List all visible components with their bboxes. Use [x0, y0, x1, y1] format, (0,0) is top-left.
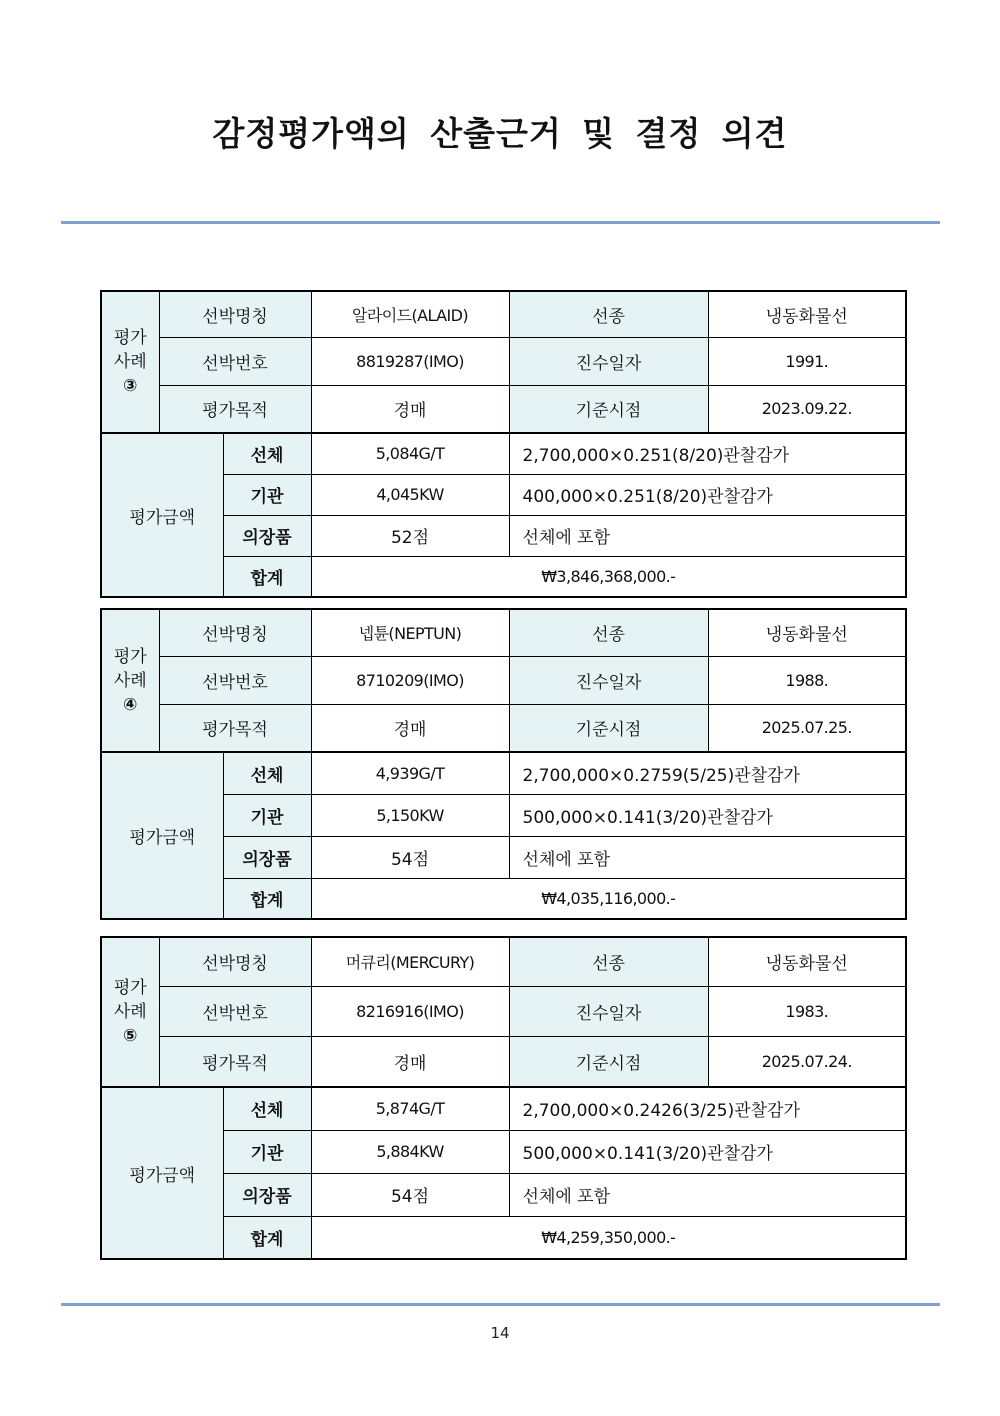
total-label: 합계: [223, 556, 311, 597]
launch-date-value: 1983.: [708, 986, 906, 1036]
case-number: ③: [123, 376, 138, 396]
total-value: ₩4,259,350,000.-: [311, 1216, 906, 1259]
ship-number-label: 선박번호: [159, 337, 311, 385]
total-label: 합계: [223, 878, 311, 919]
purpose-label: 평가목적: [159, 385, 311, 433]
launch-date-label: 진수일자: [509, 337, 708, 385]
purpose-value: 경매: [311, 704, 509, 752]
base-date-value: 2025.07.24.: [708, 1036, 906, 1087]
engine-note: 500,000×0.141(3/20)관찰감가: [509, 1130, 906, 1173]
ship-type-label: 선종: [509, 609, 708, 656]
base-date-value: 2025.07.25.: [708, 704, 906, 752]
engine-value: 4,045KW: [311, 474, 509, 515]
appraisal-case-table: [100, 936, 907, 1260]
ship-name-label: 선박명칭: [159, 609, 311, 656]
engine-label: 기관: [223, 1130, 311, 1173]
case-label: [101, 609, 159, 752]
equipment-value: 52점: [311, 515, 509, 556]
engine-value: 5,150KW: [311, 794, 509, 836]
equipment-note: 선체에 포함: [509, 515, 906, 556]
case-label-line2: 사례: [113, 1002, 147, 1022]
purpose-value: 경매: [311, 1036, 509, 1087]
launch-date-value: 1991.: [708, 337, 906, 385]
case-number: ④: [123, 694, 138, 715]
amount-label: 평가금액: [101, 433, 223, 597]
total-value: ₩3,846,368,000.-: [311, 556, 906, 597]
purpose-label: 평가목적: [159, 704, 311, 752]
base-date-label: 기준시점: [509, 385, 708, 433]
hull-note: 2,700,000×0.251(8/20)관찰감가: [509, 433, 906, 474]
page-number: 14: [490, 1324, 510, 1342]
footer-divider: [61, 1303, 940, 1306]
case-number: ⑤: [123, 1026, 138, 1046]
ship-name-label: 선박명칭: [159, 937, 311, 986]
total-label: 합계: [223, 1216, 311, 1259]
equipment-note: 선체에 포함: [509, 1173, 906, 1216]
case-label-line1: 평가: [113, 328, 147, 348]
hull-label: 선체: [223, 1087, 311, 1130]
case-label: [101, 937, 159, 1087]
equipment-label: 의장품: [223, 836, 311, 878]
ship-name-value: 알라이드(ALAID): [311, 291, 509, 337]
hull-value: 5,084G/T: [311, 433, 509, 474]
case-label-line1: 평가: [113, 978, 147, 998]
ship-type-value: 냉동화물선: [708, 937, 906, 986]
hull-note: 2,700,000×0.2759(5/25)관찰감가: [509, 752, 906, 794]
purpose-value: 경매: [311, 385, 509, 433]
base-date-label: 기준시점: [509, 1036, 708, 1087]
amount-label: 평가금액: [101, 1087, 223, 1259]
ship-number-label: 선박번호: [159, 986, 311, 1036]
case-label-line1: 평가: [113, 646, 147, 667]
equipment-label: 의장품: [223, 515, 311, 556]
launch-date-label: 진수일자: [509, 656, 708, 704]
ship-type-label: 선종: [509, 291, 708, 337]
case-label: [101, 291, 159, 433]
ship-type-label: 선종: [509, 937, 708, 986]
base-date-label: 기준시점: [509, 704, 708, 752]
case-label-line2: 사례: [113, 670, 147, 691]
ship-name-label: 선박명칭: [159, 291, 311, 337]
engine-note: 500,000×0.141(3/20)관찰감가: [509, 794, 906, 836]
engine-value: 5,884KW: [311, 1130, 509, 1173]
equipment-note: 선체에 포함: [509, 836, 906, 878]
hull-value: 5,874G/T: [311, 1087, 509, 1130]
header-divider: [61, 221, 940, 224]
appraisal-case-table: [100, 290, 907, 598]
launch-date-value: 1988.: [708, 656, 906, 704]
base-date-value: 2023.09.22.: [708, 385, 906, 433]
ship-number-value: 8819287(IMO): [311, 337, 509, 385]
ship-name-value: 머큐리(MERCURY): [311, 937, 509, 986]
purpose-label: 평가목적: [159, 1036, 311, 1087]
equipment-label: 의장품: [223, 1173, 311, 1216]
ship-name-value: 넵튠(NEPTUN): [311, 609, 509, 656]
case-label-line2: 사례: [113, 352, 147, 372]
appraisal-case-table: [100, 608, 907, 920]
amount-label: 평가금액: [101, 752, 223, 919]
hull-note: 2,700,000×0.2426(3/25)관찰감가: [509, 1087, 906, 1130]
equipment-value: 54점: [311, 1173, 509, 1216]
ship-number-label: 선박번호: [159, 656, 311, 704]
ship-type-value: 냉동화물선: [708, 291, 906, 337]
launch-date-label: 진수일자: [509, 986, 708, 1036]
hull-label: 선체: [223, 433, 311, 474]
equipment-value: 54점: [311, 836, 509, 878]
engine-label: 기관: [223, 474, 311, 515]
engine-label: 기관: [223, 794, 311, 836]
page-title: 감정평가액의 산출근거 및 결정 의견: [212, 114, 788, 153]
total-value: ₩4,035,116,000.-: [311, 878, 906, 919]
hull-value: 4,939G/T: [311, 752, 509, 794]
ship-type-value: 냉동화물선: [708, 609, 906, 656]
ship-number-value: 8710209(IMO): [311, 656, 509, 704]
ship-number-value: 8216916(IMO): [311, 986, 509, 1036]
hull-label: 선체: [223, 752, 311, 794]
engine-note: 400,000×0.251(8/20)관찰감가: [509, 474, 906, 515]
